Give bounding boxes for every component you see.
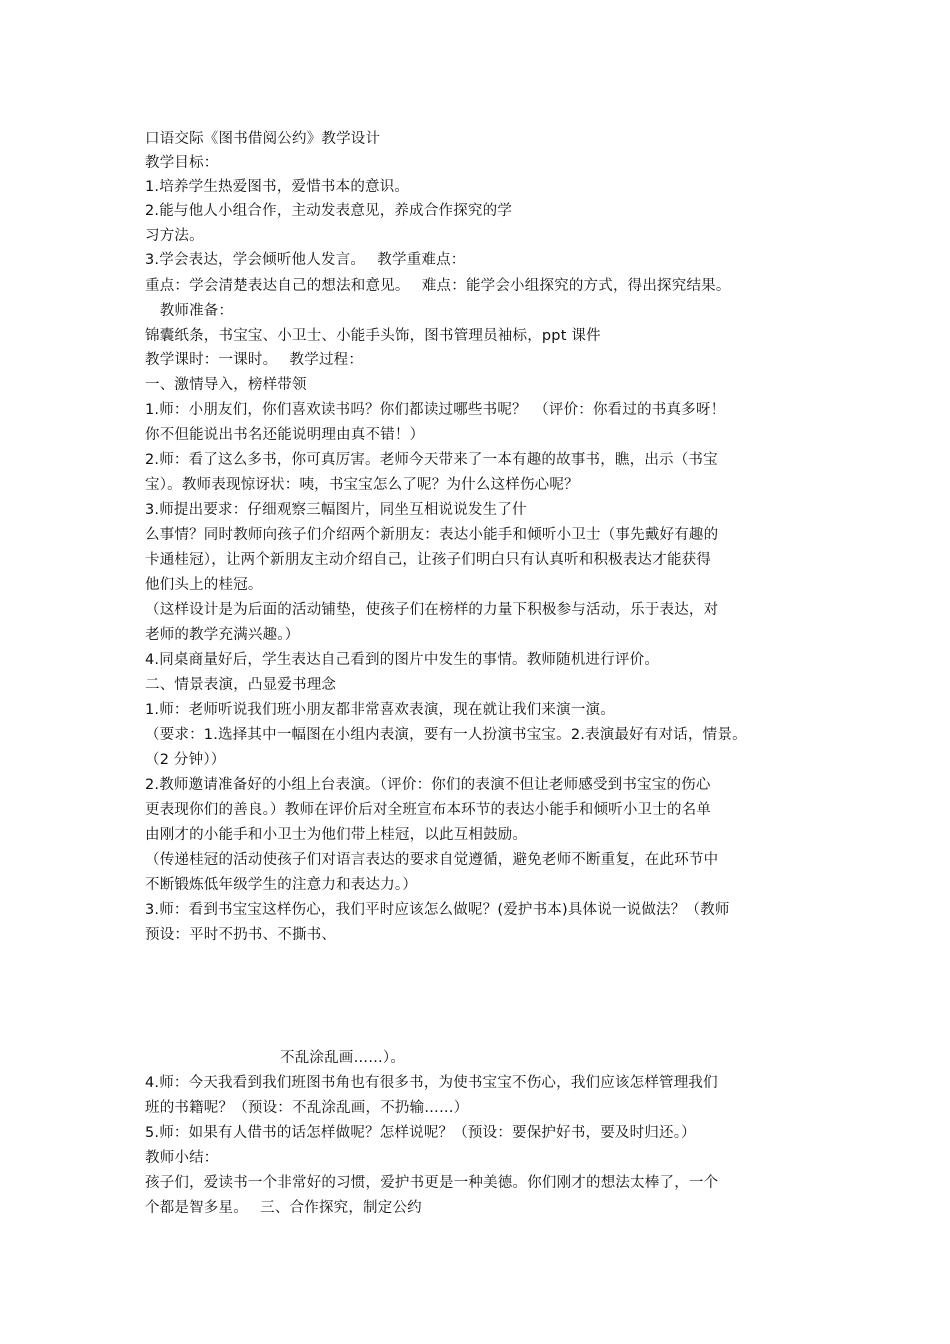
text-line: （这样设计是为后面的活动铺垫，使孩子们在榜样的力量下积极参与活动，乐于表达，对: [145, 602, 719, 618]
text-line: 班的书籍呢？（预设：不乱涂乱画，不扔输……）: [145, 1100, 469, 1116]
section-heading: 一、激情导入，榜样带领: [145, 377, 307, 393]
text-line: （传递桂冠的活动使孩子们对语言表达的要求自觉遵循，避免老师不断重复，在此环节中: [145, 852, 719, 868]
text-line: 3.师提出要求：仔细观察三幅图片，同坐互相说说发生了什: [145, 502, 527, 518]
text-line: 3.师：看到书宝宝这样伤心，我们平时应该怎么做呢？(爱护书本)具体说一说做法？（教师: [145, 902, 730, 918]
text-line: 他们头上的桂冠。: [145, 577, 263, 593]
text-line: 2.能与他人小组合作，主动发表意见，养成合作探究的学: [145, 203, 513, 219]
text-line: 2.教师邀请准备好的小组上台表演。（评价：你们的表演不但让老师感受到书宝宝的伤心: [145, 777, 711, 793]
text-line: 不断锻炼低年级学生的注意力和表达力。）: [145, 877, 418, 893]
text-line: 孩子们，爱读书一个非常好的习惯，爱护书更是一种美德。你们刚才的想法太棒了，一个: [145, 1175, 719, 1191]
text-line: 卡通桂冠），让两个新朋友主动介绍自己，让孩子们明白只有认真听和积极表达才能获得: [145, 552, 712, 568]
text-line: 更表现你们的善良。）教师在评价后对全班宣布本环节的表达小能手和倾听小卫士的名单: [145, 802, 712, 818]
text-line: 1.培养学生热爱图书，爱惜书本的意识。: [145, 179, 410, 195]
text-line: 教师准备：: [145, 303, 234, 319]
text-line: 2.师：看了这么多书，你可真厉害。老师今天带来了一本有趣的故事书，瞧，出示（书宝: [145, 452, 718, 468]
document-title: 口语交际《图书借阅公约》教学设计: [145, 131, 381, 147]
text-line: 宝）。教师表现惊讶状：咦，书宝宝怎么了呢？为什么这样伤心呢？: [145, 477, 579, 493]
text-line: 3.学会表达，学会倾听他人发言。 教学重难点：: [145, 252, 466, 268]
text-line: 不乱涂乱画……）。: [280, 1050, 406, 1066]
text-line: 么事情？同时教师向孩子们介绍两个新朋友：表达小能手和倾听小卫士（事先戴好有趣的: [145, 527, 719, 543]
text-line: 锦囊纸条，书宝宝、小卫士、小能手头饰，图书管理员袖标，ppt 课件: [145, 328, 601, 344]
text-line: 4.同桌商量好后，学生表达自己看到的图片中发生的事情。教师随机进行评价。: [145, 652, 660, 668]
text-line: 重点：学会清楚表达自己的想法和意见。 难点：能学会小组探究的方式，得出探究结果。: [145, 278, 731, 294]
text-line: 个都是智多星。 三、合作探究，制定公约: [145, 1200, 422, 1216]
text-line: 由刚才的小能手和小卫士为他们带上桂冠，以此互相鼓励。: [145, 827, 528, 843]
text-line: 教师小结：: [145, 1150, 219, 1166]
text-line: （2 分钟））: [145, 752, 226, 768]
text-line: 1.师：老师听说我们班小朋友都非常喜欢表演，现在就让我们来演一演。: [145, 702, 615, 718]
text-line: 4.师：今天我看到我们班图书角也有很多书，为使书宝宝不伤心，我们应该怎样管理我们: [145, 1075, 718, 1091]
text-line: 预设：平时不扔书、不撕书、: [145, 927, 337, 943]
text-line: 老师的教学充满兴趣。）: [145, 627, 300, 643]
text-line: 习方法。: [145, 228, 204, 244]
text-line: 1.师：小朋友们，你们喜欢读书吗？你们都读过哪些书呢？ （评价：你看过的书真多呀！: [145, 402, 726, 418]
section-heading: 教学目标：: [145, 155, 219, 171]
text-line: 你不但能说出书名还能说明理由真不错！）: [145, 427, 425, 443]
section-heading: 二、情景表演，凸显爱书理念: [145, 677, 337, 693]
text-line: 5.师：如果有人借书的话怎样做呢？怎样说呢？（预设：要保护好书，要及时归还。）: [145, 1125, 696, 1141]
text-line: （要求：1.选择其中一幅图在小组内表演，要有一人扮演书宝宝。2.表演最好有对话，情景。: [145, 727, 747, 743]
text-line: 教学课时：一课时。 教学过程：: [145, 352, 364, 368]
